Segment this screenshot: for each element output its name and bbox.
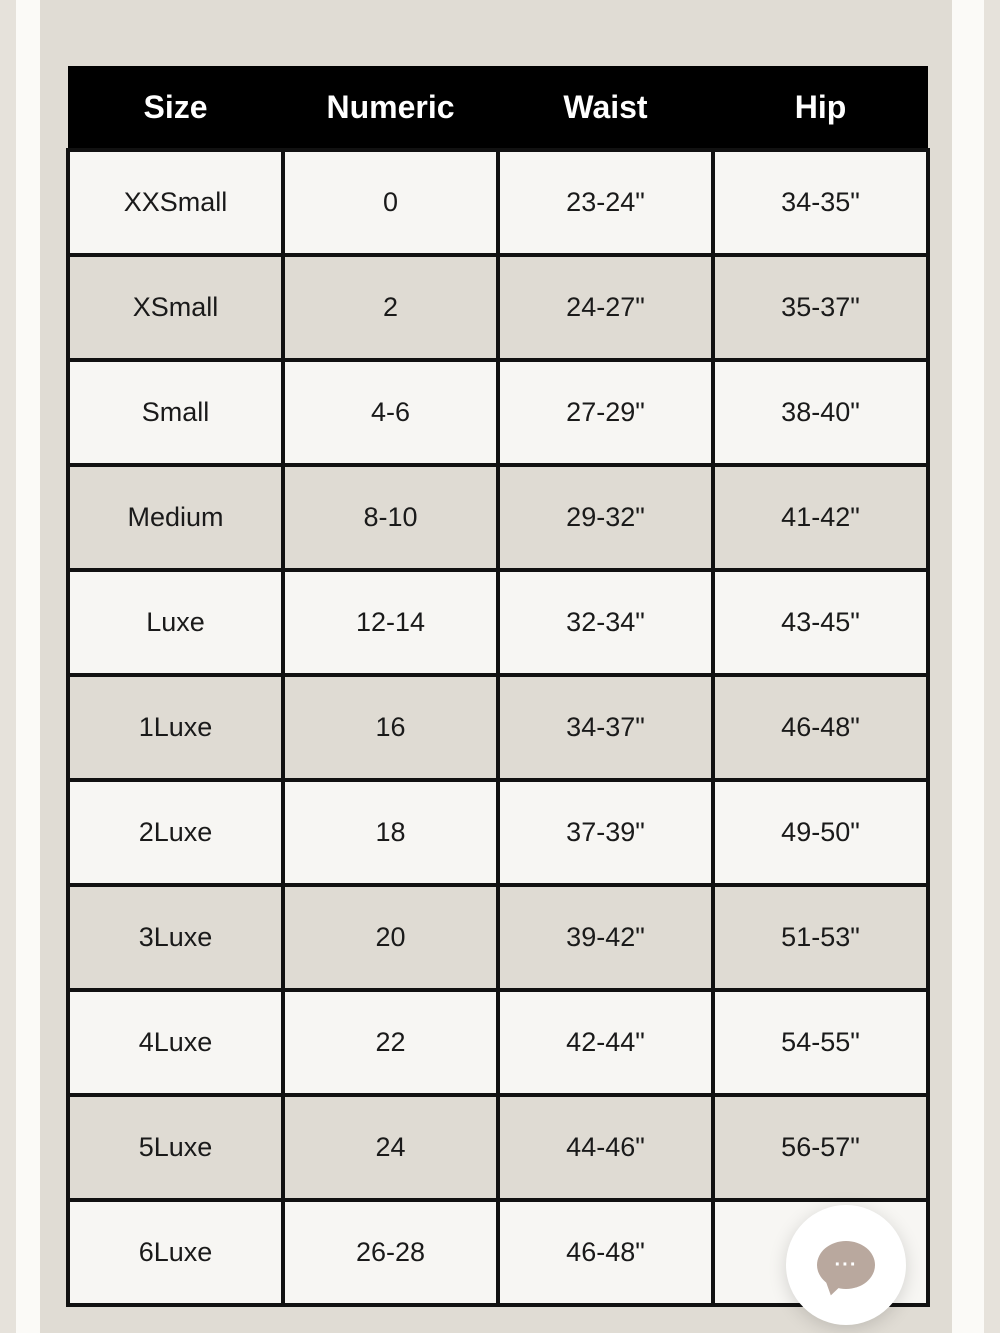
cell-hip: 54-55" bbox=[713, 990, 928, 1095]
cell-numeric: 12-14 bbox=[283, 570, 498, 675]
table-row bbox=[68, 1095, 928, 1200]
cell-numeric: 26-28 bbox=[283, 1200, 498, 1305]
cell-numeric: 2 bbox=[283, 255, 498, 360]
cell-waist: 27-29" bbox=[498, 360, 713, 465]
cell-hip: 49-50" bbox=[713, 780, 928, 885]
cell-waist: 32-34" bbox=[498, 570, 713, 675]
cell-size: Medium bbox=[68, 465, 283, 570]
cell-numeric: 22 bbox=[283, 990, 498, 1095]
table-row bbox=[68, 570, 928, 675]
cell-numeric: 0 bbox=[283, 150, 498, 255]
cell-waist: 44-46" bbox=[498, 1095, 713, 1200]
cell-hip: 34-35" bbox=[713, 150, 928, 255]
cell-numeric: 24 bbox=[283, 1095, 498, 1200]
size-chart-table bbox=[66, 66, 930, 1307]
cell-hip: 43-45" bbox=[713, 570, 928, 675]
cell-waist: 29-32" bbox=[498, 465, 713, 570]
cell-hip: 56-57" bbox=[713, 1095, 928, 1200]
table-row bbox=[68, 780, 928, 885]
header-numeric: Numeric bbox=[283, 66, 498, 150]
cell-size: XXSmall bbox=[68, 150, 283, 255]
chat-bubble-icon: ··· bbox=[817, 1241, 875, 1289]
header-hip: Hip bbox=[713, 66, 928, 150]
cell-hip: 35-37" bbox=[713, 255, 928, 360]
cell-waist: 46-48" bbox=[498, 1200, 713, 1305]
cell-waist: 23-24" bbox=[498, 150, 713, 255]
table-row bbox=[68, 255, 928, 360]
table-row bbox=[68, 465, 928, 570]
cell-numeric: 4-6 bbox=[283, 360, 498, 465]
cell-waist: 34-37" bbox=[498, 675, 713, 780]
cell-numeric: 18 bbox=[283, 780, 498, 885]
cell-hip: 41-42" bbox=[713, 465, 928, 570]
right-edge bbox=[984, 0, 1000, 1333]
header-waist: Waist bbox=[498, 66, 713, 150]
cell-size: 3Luxe bbox=[68, 885, 283, 990]
cell-hip: 46-48" bbox=[713, 675, 928, 780]
cell-waist: 42-44" bbox=[498, 990, 713, 1095]
cell-hip: 38-40" bbox=[713, 360, 928, 465]
table-row bbox=[68, 150, 928, 255]
cell-waist: 39-42" bbox=[498, 885, 713, 990]
cell-size: 1Luxe bbox=[68, 675, 283, 780]
cell-size: 4Luxe bbox=[68, 990, 283, 1095]
cell-size: Small bbox=[68, 360, 283, 465]
chat-button[interactable] bbox=[786, 1205, 906, 1325]
cell-numeric: 16 bbox=[283, 675, 498, 780]
left-edge bbox=[0, 0, 16, 1333]
table-row bbox=[68, 675, 928, 780]
cell-size: Luxe bbox=[68, 570, 283, 675]
cell-size: 5Luxe bbox=[68, 1095, 283, 1200]
cell-hip: 51-53" bbox=[713, 885, 928, 990]
table-row bbox=[68, 360, 928, 465]
cell-numeric: 8-10 bbox=[283, 465, 498, 570]
cell-waist: 37-39" bbox=[498, 780, 713, 885]
cell-numeric: 20 bbox=[283, 885, 498, 990]
cell-size: 6Luxe bbox=[68, 1200, 283, 1305]
cell-waist: 24-27" bbox=[498, 255, 713, 360]
table-row bbox=[68, 990, 928, 1095]
table-header-row bbox=[68, 66, 928, 150]
header-size: Size bbox=[68, 66, 283, 150]
table-row bbox=[68, 885, 928, 990]
cell-size: 2Luxe bbox=[68, 780, 283, 885]
cell-size: XSmall bbox=[68, 255, 283, 360]
